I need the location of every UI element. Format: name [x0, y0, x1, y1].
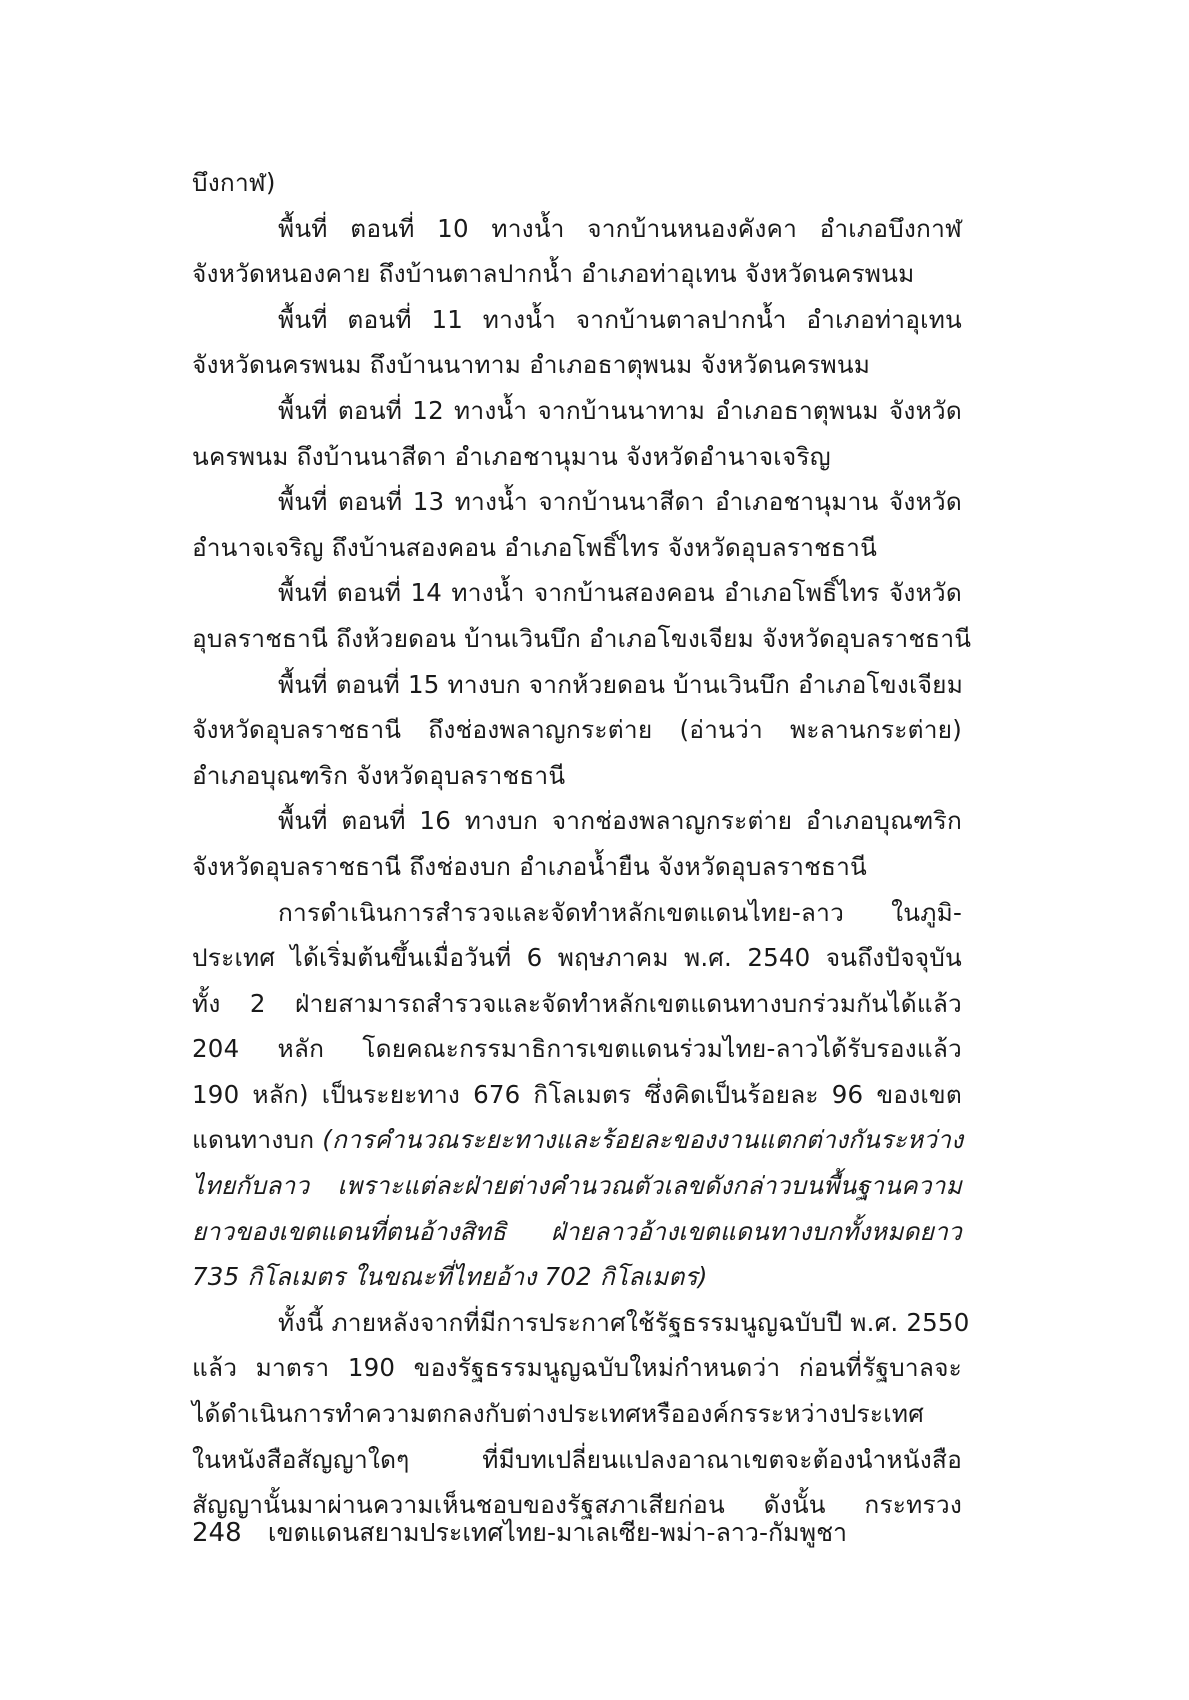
- text-line: สัญญานั้นมาผ่านความเห็นชอบของรัฐสภาเสียก่อน ดังนั้น กระทรวง: [192, 1490, 962, 1520]
- italic-note-line: ยาวของเขตแดนที่ตนอ้างสิทธิ ฝ่ายลาวอ้างเขตแดนทางบกทั้งหมดยาว: [192, 1216, 962, 1246]
- text-line: พื้นที่ ตอนที่ 13 ทางน้ำ จากบ้านนาสีดา อำเภอชานุมาน จังหวัด: [278, 487, 962, 517]
- italic-note: (การคำนวณระยะทางและร้อยละของงานแตกต่างกันระหว่าง: [322, 1125, 964, 1155]
- text-line: อุบลราชธานี ถึงห้วยดอน บ้านเวินบึก อำเภอโขงเจียม จังหวัดอุบลราชธานี: [192, 623, 972, 653]
- text-line: พื้นที่ ตอนที่ 15 ทางบก จากห้วยดอน บ้านเวินบึก อำเภอโขงเจียม: [278, 669, 964, 699]
- text-line: พื้นที่ ตอนที่ 16 ทางบก จากช่องพลาญกระต่าย อำเภอบุณฑริก: [278, 806, 962, 836]
- text-line: [192, 1117, 962, 1163]
- italic-note-line: ไทยกับลาว เพราะแต่ละฝ่ายต่างคำนวณตัวเลขดังกล่าวบนพื้นฐานความ: [192, 1171, 962, 1201]
- text-line: แล้ว มาตรา 190 ของรัฐธรรมนูญฉบับใหม่กำหนดว่า ก่อนที่รัฐบาลจะ: [192, 1353, 962, 1383]
- page-number: 248: [192, 1518, 242, 1548]
- text-line: ทั้ง 2 ฝ่ายสามารถสำรวจและจัดทำหลักเขตแดนทางบกร่วมกันได้แล้ว: [192, 988, 962, 1018]
- text-line: ได้ดำเนินการทำความตกลงกับต่างประเทศหรือองค์กรระหว่างประเทศ: [192, 1399, 924, 1429]
- text-line: 204 หลัก โดยคณะกรรมาธิการเขตแดนร่วมไทย-ลาวได้รับรองแล้ว: [192, 1034, 962, 1064]
- italic-note-line: 735 กิโลเมตร ในขณะที่ไทยอ้าง 702 กิโลเมตร): [192, 1262, 708, 1292]
- text-line: นครพนม ถึงบ้านนาสีดา อำเภอชานุมาน จังหวัดอำนาจเจริญ: [192, 441, 831, 471]
- text-run: แดนทางบก: [192, 1125, 323, 1155]
- text-line: อำเภอบุณฑริก จังหวัดอุบลราชธานี: [192, 760, 566, 790]
- text-line: จังหวัดอุบลราชธานี ถึงช่องบก อำเภอน้ำยืน จังหวัดอุบลราชธานี: [192, 851, 868, 881]
- text-line: พื้นที่ ตอนที่ 12 ทางน้ำ จากบ้านนาทาม อำเภอธาตุพนม จังหวัด: [278, 395, 962, 425]
- text-line: อำนาจเจริญ ถึงบ้านสองคอน อำเภอโพธิ์ไทร จังหวัดอุบลราชธานี: [192, 532, 878, 562]
- text-line: บึงกาฬ): [192, 168, 276, 197]
- text-line: ประเทศ ได้เริ่มต้นขึ้นเมื่อวันที่ 6 พฤษภาคม พ.ศ. 2540 จนถึงปัจจุบัน: [192, 943, 962, 973]
- running-title: เขตแดนสยามประเทศไทย-มาเลเซีย-พม่า-ลาว-กัมพูชา: [267, 1518, 848, 1547]
- text-line: พื้นที่ ตอนที่ 10 ทางน้ำ จากบ้านหนองคังคา อำเภอบึงกาฬ: [278, 213, 962, 243]
- text-line: 190 หลัก) เป็นระยะทาง 676 กิโลเมตร ซึ่งคิดเป็นร้อยละ 96 ของเขต: [192, 1079, 962, 1109]
- page-footer: [192, 1513, 847, 1553]
- page-body: [192, 160, 972, 1580]
- text-line: ทั้งนี้ ภายหลังจากที่มีการประกาศใช้รัฐธรรมนูญฉบับปี พ.ศ. 2550: [278, 1307, 970, 1337]
- body-text: [192, 160, 972, 1528]
- text-line: การดำเนินการสำรวจและจัดทำหลักเขตแดนไทย-ลาว ในภูมิ-: [278, 897, 962, 927]
- text-line: จังหวัดอุบลราชธานี ถึงช่องพลาญกระต่าย (อ่านว่า พะลานกระต่าย): [192, 715, 962, 745]
- text-line: จังหวัดนครพนม ถึงบ้านนาทาม อำเภอธาตุพนม จังหวัดนครพนม: [192, 350, 871, 380]
- text-line: พื้นที่ ตอนที่ 11 ทางน้ำ จากบ้านตาลปากน้ำ อำเภอท่าอุเทน: [278, 304, 962, 334]
- text-line: พื้นที่ ตอนที่ 14 ทางน้ำ จากบ้านสองคอน อำเภอโพธิ์ไทร จังหวัด: [278, 578, 962, 608]
- text-line: ในหนังสือสัญญาใดๆ ที่มีบทเปลี่ยนแปลงอาณาเขตจะต้องนำหนังสือ: [192, 1444, 962, 1474]
- text-line: จังหวัดหนองคาย ถึงบ้านตาลปากน้ำ อำเภอท่าอุเทน จังหวัดนครพนม: [192, 259, 915, 289]
